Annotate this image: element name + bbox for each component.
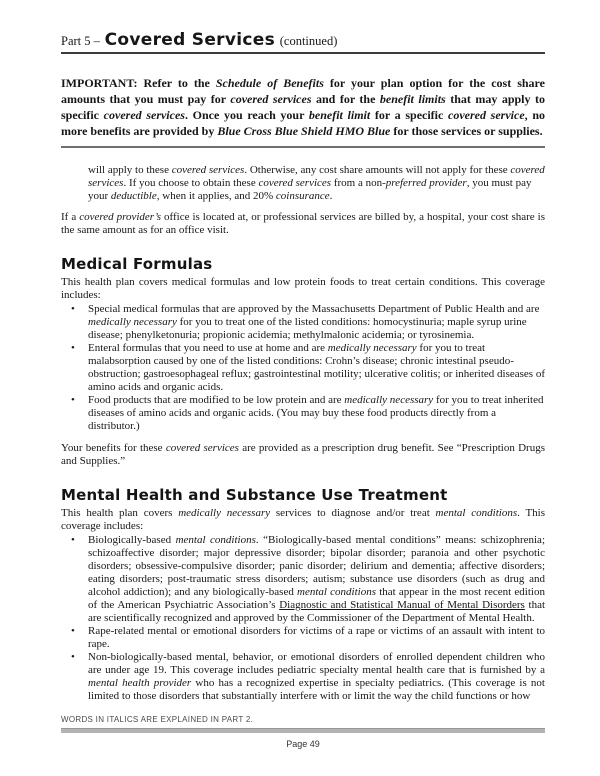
continued-label: (continued) — [279, 34, 338, 48]
section-mental-health — [61, 487, 545, 703]
list-item — [61, 394, 545, 433]
list-item — [61, 651, 545, 703]
section-intro: This health plan covers medical formulas and low protein foods to treat certain conditions. This coverage includes: — [61, 276, 545, 301]
list-item — [61, 342, 545, 394]
section-heading-medical-formulas: Medical Formulas — [61, 255, 213, 273]
list-item — [61, 303, 545, 342]
page-number: Page 49 — [286, 739, 320, 749]
italics-note: WORDS IN ITALICS ARE EXPLAINED IN PART 2. — [61, 715, 254, 724]
list-item-text: Special medical formulas that are approved by the Massachusetts Department of Public Health and are medically necessary for you to treat one of the listed conditions: homocystinuria; maple syrup urine disease; phenylketonuria; propionic acidemia; methylmalonic acidemia; or tyrosinemia. — [88, 303, 540, 341]
footer-bar — [61, 728, 545, 733]
section-intro: This health plan covers medically necessary services to diagnose and/or treat mental conditions. This coverage includes: — [61, 507, 545, 532]
list-item-text: Food products that are modified to be low protein and are medically necessary for you to treat inherited diseases of amino acids and organic acids. (You may buy these food products directly from a distributor.) — [88, 394, 544, 432]
bullet-list — [61, 303, 545, 433]
section-outro: Your benefits for these covered services are provided as a prescription drug benefit. See “Prescription Drugs and Supplies.” — [61, 442, 545, 467]
bullet-icon: • — [71, 303, 75, 315]
list-item-text: Enteral formulas that you need to use at home and are medically necessary for you to treat malabsorption caused by one of the listed conditions: Crohn’s disease; chronic intestinal pseudo-obstruction; gastroesophageal reflux; gastrointestinal motility; ulcerative colitis; or inherited diseases of amino acids and organic acids. — [88, 342, 545, 393]
list-item — [61, 534, 545, 625]
list-item-text: Biologically-based mental conditions. “Biologically-based mental conditions” means: schizophrenia; schizoaffective disorder; major depressive disorder; bipolar disorder; paranoia and other psychotic disorders; obsessive-compulsive disorder; panic disorder; delirium and dementia; affective disorders; eating disorders; post-traumatic stress disorders; autism; substance use disorders (such as drug and alcohol addiction); and any biologically-based mental conditions that appear in the most recent edition of the American Psychiatric Association’s Diagnostic and Statistical Manual of Mental Disorders that are scientifically recognized and approved by the Commissioner of the Department of Mental Health. — [88, 534, 546, 624]
page-footer — [61, 713, 545, 751]
part-label: Part 5 – — [61, 34, 100, 48]
list-item-text: Rape-related mental or emotional disorders for victims of a rape or victims of an assault with intent to rape. — [88, 625, 545, 650]
bullet-icon: • — [71, 394, 75, 406]
bullet-icon: • — [71, 625, 75, 637]
bullet-icon: • — [71, 534, 75, 546]
bullet-list — [61, 534, 545, 703]
cost-share-paragraph: will apply to these covered services. Otherwise, any cost share amounts will not apply for these covered services. If you choose to obtain these covered services from a non-preferred provider, you must pay your deductible, when it applies, and 20% coinsurance. — [88, 164, 545, 202]
section-medical-formulas — [61, 256, 545, 468]
page-header — [61, 30, 545, 54]
list-item — [61, 625, 545, 651]
list-item-text: Non-biologically-based mental, behavior, or emotional disorders of enrolled dependent children who are under age 19. This coverage includes pediatric specialty mental health care that is furnished by a mental health provider who has a recognized expertise in specialty pediatrics. (This coverage is not limited to those disorders that substantially interfere with or limit the way the child functions or how — [88, 651, 545, 702]
page-title: Covered Services — [104, 30, 275, 50]
section-heading-mental-health: Mental Health and Substance Use Treatment — [61, 486, 448, 504]
office-visit-paragraph: If a covered provider’s office is located at, or professional services are billed by, a hospital, your cost share is the same amount as for an office visit. — [61, 211, 545, 236]
important-notice: IMPORTANT: Refer to the Schedule of Benefits for your plan option for the cost share amounts that you must pay for covered services and for the benefit limits that may apply to specific covered services. Once you reach your benefit limit for a specific covered service, no more benefits are provided by Blue Cross Blue Shield HMO Blue for those services or supplies. — [61, 76, 545, 138]
bullet-icon: • — [71, 342, 75, 354]
bullet-icon: • — [71, 651, 75, 663]
section-divider-rule — [61, 146, 545, 148]
